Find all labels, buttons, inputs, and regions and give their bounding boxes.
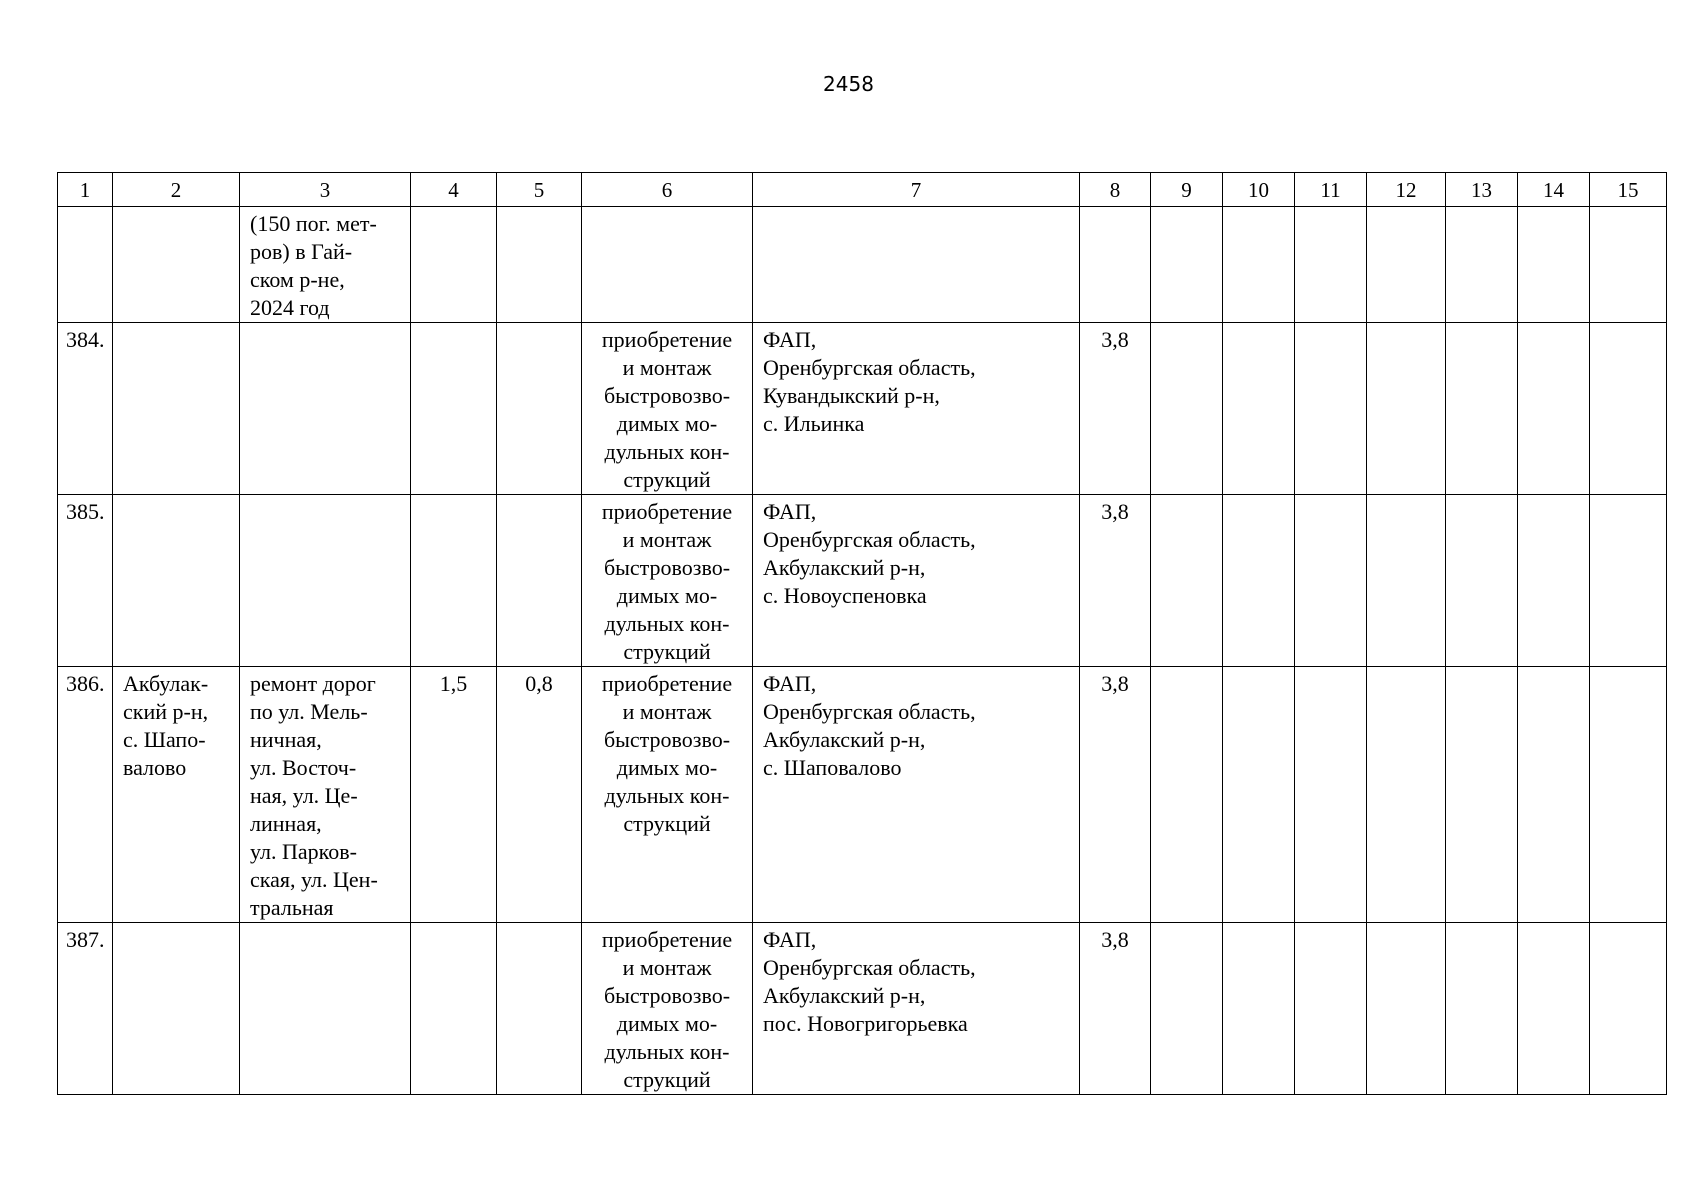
value-cell-5 xyxy=(497,207,582,323)
empty-cell xyxy=(1590,323,1667,495)
data-table xyxy=(57,172,1667,1095)
value-cell-8 xyxy=(1080,495,1151,667)
column-header: 10 xyxy=(1223,173,1295,207)
empty-cell xyxy=(1518,495,1590,667)
road-work-cell xyxy=(240,323,411,495)
value-4: 1,5 xyxy=(439,671,468,696)
empty-cell xyxy=(1295,667,1367,923)
value-5 xyxy=(497,207,581,210)
empty-cell xyxy=(1446,495,1518,667)
locality-text xyxy=(113,323,239,326)
value-4 xyxy=(411,207,496,210)
empty-cell xyxy=(1151,323,1223,495)
empty-cell xyxy=(1518,207,1590,323)
activity-text: приобретение и монтаж быстровозво- димых мо- дульных кон- струкций xyxy=(601,327,733,492)
road-work-cell xyxy=(240,923,411,1095)
empty-cell xyxy=(1295,207,1367,323)
table-row xyxy=(58,923,1667,1095)
value-cell-8 xyxy=(1080,923,1151,1095)
column-header: 14 xyxy=(1518,173,1590,207)
row-number-cell xyxy=(58,323,113,495)
facility-text: ФАП, Оренбургская область, Кувандыкский р-н, с. Ильинка xyxy=(763,327,976,436)
activity-cell xyxy=(582,667,753,923)
empty-cell xyxy=(1446,667,1518,923)
value-cell-5 xyxy=(497,667,582,923)
facility-cell xyxy=(753,923,1080,1095)
value-4 xyxy=(411,495,496,498)
column-header: 9 xyxy=(1151,173,1223,207)
value-8: 3,8 xyxy=(1101,927,1129,952)
row-number xyxy=(58,207,112,210)
value-cell-4 xyxy=(411,667,497,923)
value-4 xyxy=(411,323,496,326)
facility-cell xyxy=(753,495,1080,667)
column-header: 13 xyxy=(1446,173,1518,207)
table-header-row xyxy=(58,173,1667,207)
value-8: 3,8 xyxy=(1101,327,1129,352)
empty-cell xyxy=(1151,667,1223,923)
empty-cell xyxy=(1446,323,1518,495)
locality-cell xyxy=(113,667,240,923)
value-8 xyxy=(1080,207,1150,210)
empty-cell xyxy=(1446,923,1518,1095)
locality-text xyxy=(113,495,239,498)
value-cell-5 xyxy=(497,923,582,1095)
locality-cell xyxy=(113,323,240,495)
value-5 xyxy=(497,323,581,326)
value-8: 3,8 xyxy=(1101,671,1129,696)
empty-cell xyxy=(1590,495,1667,667)
facility-text: ФАП, Оренбургская область, Акбулакский р-н, с. Новоуспеновка xyxy=(763,499,976,608)
row-number: 384. xyxy=(66,327,105,352)
activity-text xyxy=(582,207,752,210)
value-cell-5 xyxy=(497,323,582,495)
value-5 xyxy=(497,495,581,498)
column-header: 12 xyxy=(1367,173,1446,207)
empty-cell xyxy=(1367,923,1446,1095)
value-cell-8 xyxy=(1080,207,1151,323)
value-cell-8 xyxy=(1080,667,1151,923)
empty-cell xyxy=(1223,667,1295,923)
road-work-cell xyxy=(240,495,411,667)
page-number: 2458 xyxy=(823,72,874,96)
activity-text: приобретение и монтаж быстровозво- димых мо- дульных кон- струкций xyxy=(601,671,733,836)
value-4 xyxy=(411,923,496,926)
column-header: 15 xyxy=(1590,173,1667,207)
value-5: 0,8 xyxy=(525,671,553,696)
empty-cell xyxy=(1151,923,1223,1095)
empty-cell xyxy=(1223,495,1295,667)
column-header: 8 xyxy=(1080,173,1151,207)
locality-cell xyxy=(113,923,240,1095)
activity-text: приобретение и монтаж быстровозво- димых мо- дульных кон- струкций xyxy=(601,927,733,1092)
value-cell-4 xyxy=(411,207,497,323)
locality-text xyxy=(113,207,239,210)
row-number: 387. xyxy=(66,927,105,952)
value-5 xyxy=(497,923,581,926)
facility-text: ФАП, Оренбургская область, Акбулакский р-н, с. Шаповалово xyxy=(763,671,976,780)
locality-cell xyxy=(113,207,240,323)
empty-cell xyxy=(1223,207,1295,323)
empty-cell xyxy=(1367,323,1446,495)
value-cell-8 xyxy=(1080,323,1151,495)
locality-text xyxy=(113,923,239,926)
empty-cell xyxy=(1518,667,1590,923)
facility-cell xyxy=(753,207,1080,323)
facility-text xyxy=(753,207,1079,210)
column-header: 3 xyxy=(240,173,411,207)
empty-cell xyxy=(1295,495,1367,667)
table-row xyxy=(58,495,1667,667)
value-cell-4 xyxy=(411,323,497,495)
facility-cell xyxy=(753,323,1080,495)
row-number-cell xyxy=(58,923,113,1095)
row-number: 385. xyxy=(66,499,105,524)
road-work-cell xyxy=(240,667,411,923)
activity-cell xyxy=(582,923,753,1095)
road-work-cell xyxy=(240,207,411,323)
empty-cell xyxy=(1590,667,1667,923)
activity-cell xyxy=(582,495,753,667)
column-header: 11 xyxy=(1295,173,1367,207)
row-number-cell xyxy=(58,207,113,323)
empty-cell xyxy=(1367,207,1446,323)
empty-cell xyxy=(1367,495,1446,667)
value-cell-4 xyxy=(411,495,497,667)
empty-cell xyxy=(1151,495,1223,667)
activity-cell xyxy=(582,323,753,495)
empty-cell xyxy=(1223,323,1295,495)
empty-cell xyxy=(1151,207,1223,323)
empty-cell xyxy=(1223,923,1295,1095)
row-number: 386. xyxy=(66,671,105,696)
road-work-text: ремонт дорог по ул. Мель- ничная, ул. Восточ- ная, ул. Це- линная, ул. Парков- ская, ул. Цен- тральная xyxy=(250,671,378,920)
empty-cell xyxy=(1518,323,1590,495)
locality-text: Акбулак- ский р-н, с. Шапо- валово xyxy=(123,671,209,780)
facility-cell xyxy=(753,667,1080,923)
column-header: 1 xyxy=(58,173,113,207)
empty-cell xyxy=(1367,667,1446,923)
column-header: 5 xyxy=(497,173,582,207)
column-header: 2 xyxy=(113,173,240,207)
empty-cell xyxy=(1295,323,1367,495)
column-header: 6 xyxy=(582,173,753,207)
locality-cell xyxy=(113,495,240,667)
empty-cell xyxy=(1590,207,1667,323)
activity-cell xyxy=(582,207,753,323)
table-row xyxy=(58,207,1667,323)
column-header: 4 xyxy=(411,173,497,207)
empty-cell xyxy=(1295,923,1367,1095)
column-header: 7 xyxy=(753,173,1080,207)
road-work-text xyxy=(240,923,410,926)
row-number-cell xyxy=(58,495,113,667)
empty-cell xyxy=(1590,923,1667,1095)
table-row xyxy=(58,323,1667,495)
table-row xyxy=(58,667,1667,923)
facility-text: ФАП, Оренбургская область, Акбулакский р-н, пос. Новогригорьевка xyxy=(763,927,976,1036)
road-work-text xyxy=(240,495,410,498)
value-cell-5 xyxy=(497,495,582,667)
empty-cell xyxy=(1518,923,1590,1095)
row-number-cell xyxy=(58,667,113,923)
empty-cell xyxy=(1446,207,1518,323)
road-work-text xyxy=(240,323,410,326)
value-8: 3,8 xyxy=(1101,499,1129,524)
value-cell-4 xyxy=(411,923,497,1095)
road-work-text: (150 пог. мет- ров) в Гай- ском р-не, 2024 год xyxy=(250,211,377,320)
activity-text: приобретение и монтаж быстровозво- димых мо- дульных кон- струкций xyxy=(601,499,733,664)
